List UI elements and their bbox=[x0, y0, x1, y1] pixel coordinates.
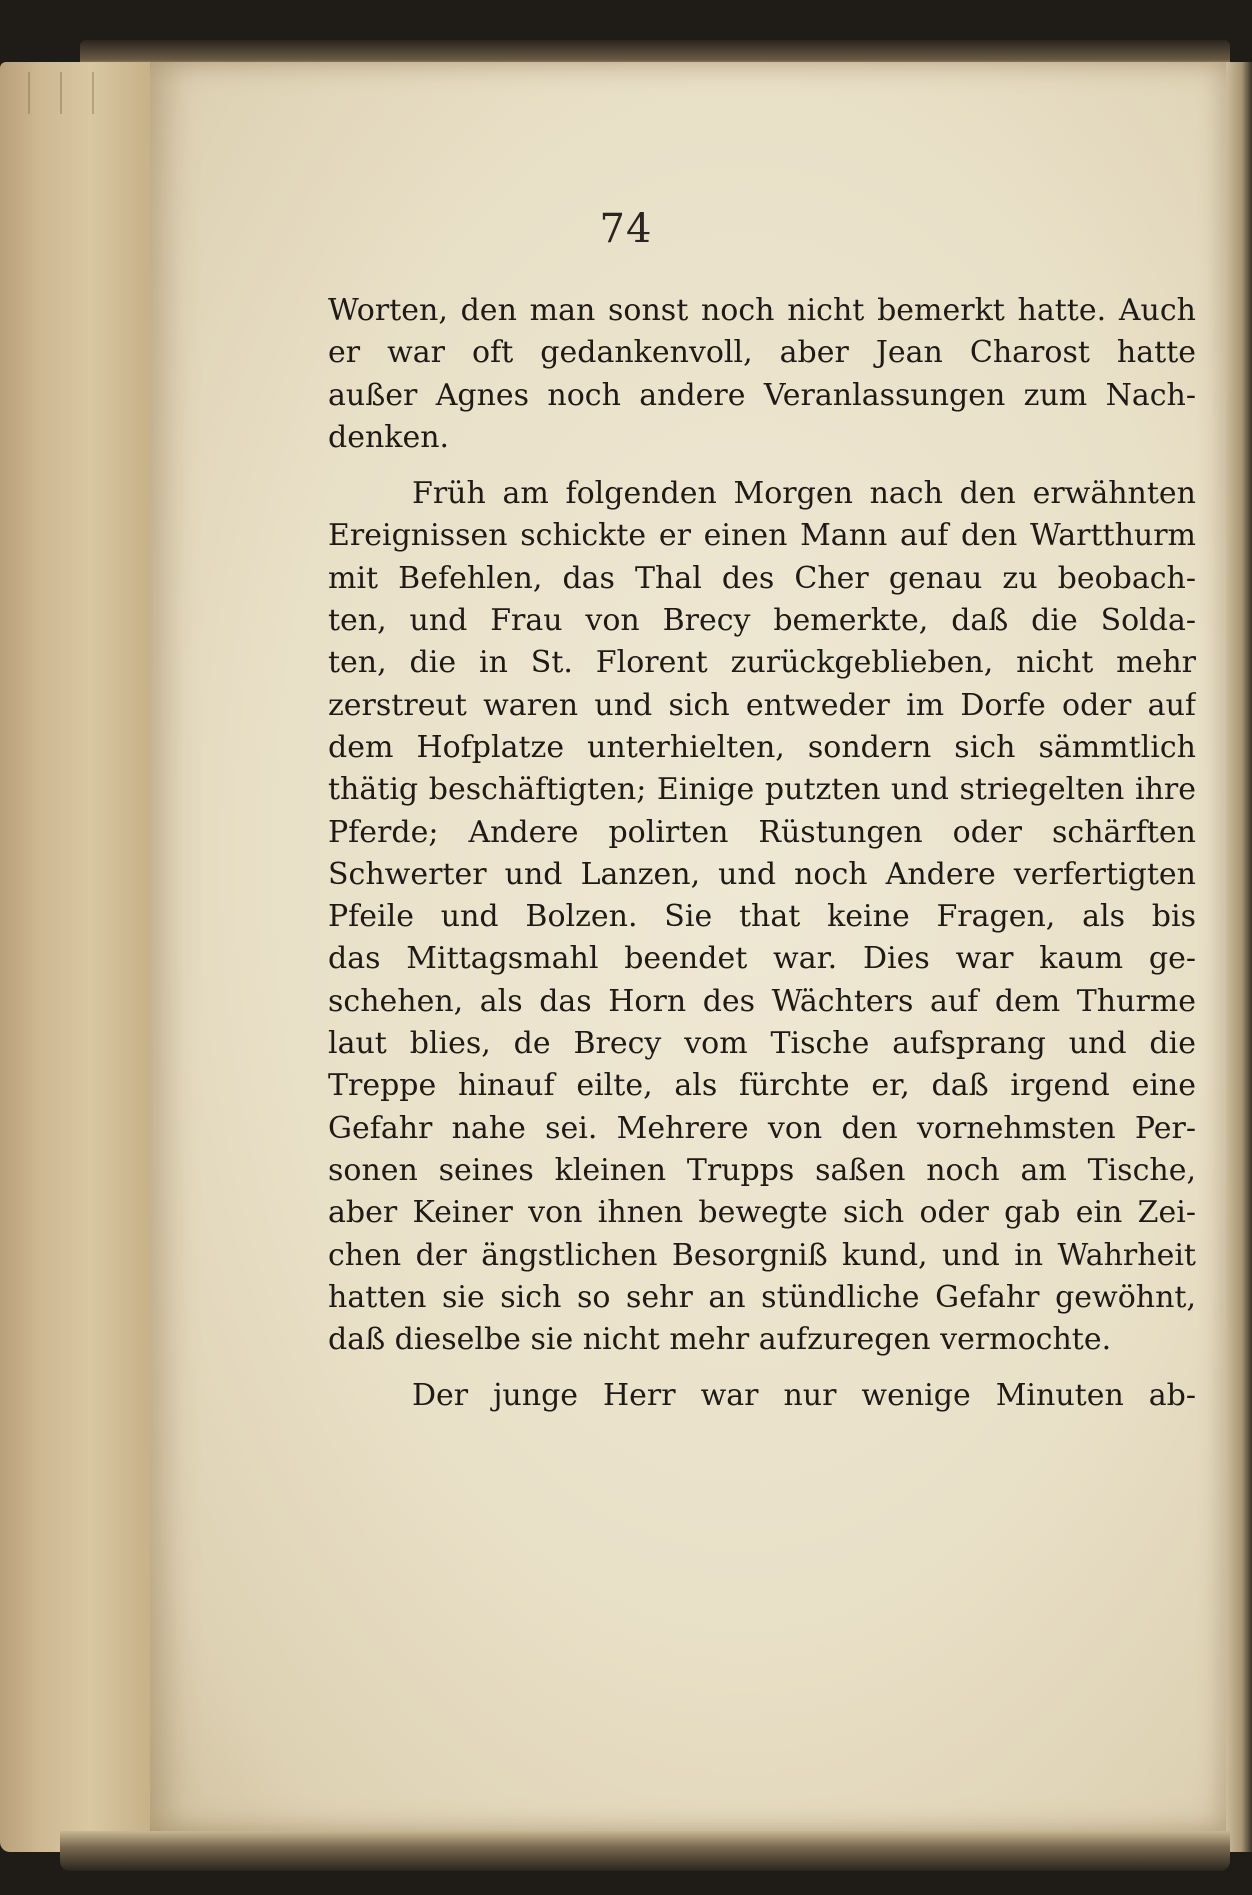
page-edge-line bbox=[92, 72, 94, 114]
text-line: Schwerter und Lanzen, und noch Andere verfertigten bbox=[328, 856, 1196, 892]
text-line: sonen seines kleinen Trupps saßen noch am Tische, bbox=[328, 1152, 1196, 1188]
text-line: daß dieselbe sie nicht mehr aufzuregen vermochte. bbox=[328, 1322, 1112, 1358]
text-line: das Mittagsmahl beendet war. Dies war kaum ge- bbox=[328, 941, 1196, 977]
page-edge-line bbox=[60, 72, 62, 114]
text-line: Früh am folgenden Morgen nach den erwähnten bbox=[412, 476, 1196, 512]
text-line: ten, und Frau von Brecy bemerkte, daß die Solda- bbox=[328, 603, 1196, 639]
text-line: hatten sie sich so sehr an stündliche Gefahr gewöhnt, bbox=[328, 1279, 1196, 1315]
paragraph bbox=[328, 290, 1196, 459]
book-bottom-edge bbox=[60, 1831, 1230, 1871]
text-line: Pferde; Andere polirten Rüstungen oder schärften bbox=[328, 814, 1196, 850]
paragraph bbox=[328, 1375, 1196, 1417]
text-line: thätig beschäftigten; Einige putzten und striegelten ihre bbox=[328, 772, 1196, 808]
page-edge-line bbox=[28, 72, 30, 114]
text-line: schehen, als das Horn des Wächters auf dem Thurme bbox=[328, 983, 1196, 1019]
book-right-edge bbox=[1226, 62, 1252, 1852]
page-text bbox=[328, 290, 1196, 1418]
text-line: ten, die in St. Florent zurückgeblieben, nicht mehr bbox=[328, 645, 1196, 681]
text-line: denken. bbox=[328, 419, 450, 455]
text-line: Der junge Herr war nur wenige Minuten ab- bbox=[412, 1378, 1196, 1414]
text-line: mit Befehlen, das Thal des Cher genau zu beobach- bbox=[328, 560, 1196, 596]
text-line: Gefahr nahe sei. Mehrere von den vornehmsten Per- bbox=[328, 1110, 1196, 1146]
page-number: 74 bbox=[599, 206, 653, 252]
text-line: Treppe hinauf eilte, als fürchte er, daß irgend eine bbox=[328, 1068, 1196, 1104]
text-line: aber Keiner von ihnen bewegte sich oder gab ein Zei- bbox=[328, 1195, 1196, 1231]
text-line: laut blies, de Brecy vom Tische aufsprang und die bbox=[328, 1026, 1196, 1062]
paragraph bbox=[328, 473, 1196, 1361]
text-line: chen der ängstlichen Besorgniß kund, und in Wahrheit bbox=[328, 1237, 1196, 1273]
text-line: Pfeile und Bolzen. Sie that keine Fragen, als bis bbox=[328, 899, 1196, 935]
text-line: er war oft gedankenvoll, aber Jean Charost hatte bbox=[328, 335, 1196, 371]
text-line: außer Agnes noch andere Veranlassungen zum Nach- bbox=[328, 377, 1196, 413]
text-line: zerstreut waren und sich entweder im Dorfe oder auf bbox=[328, 687, 1196, 723]
text-line: Worten, den man sonst noch nicht bemerkt hatte. Auch bbox=[328, 293, 1196, 328]
text-line: Ereignissen schickte er einen Mann auf den Wartthurm bbox=[328, 518, 1196, 554]
text-line: dem Hofplatze unterhielten, sondern sich sämmtlich bbox=[328, 729, 1196, 765]
